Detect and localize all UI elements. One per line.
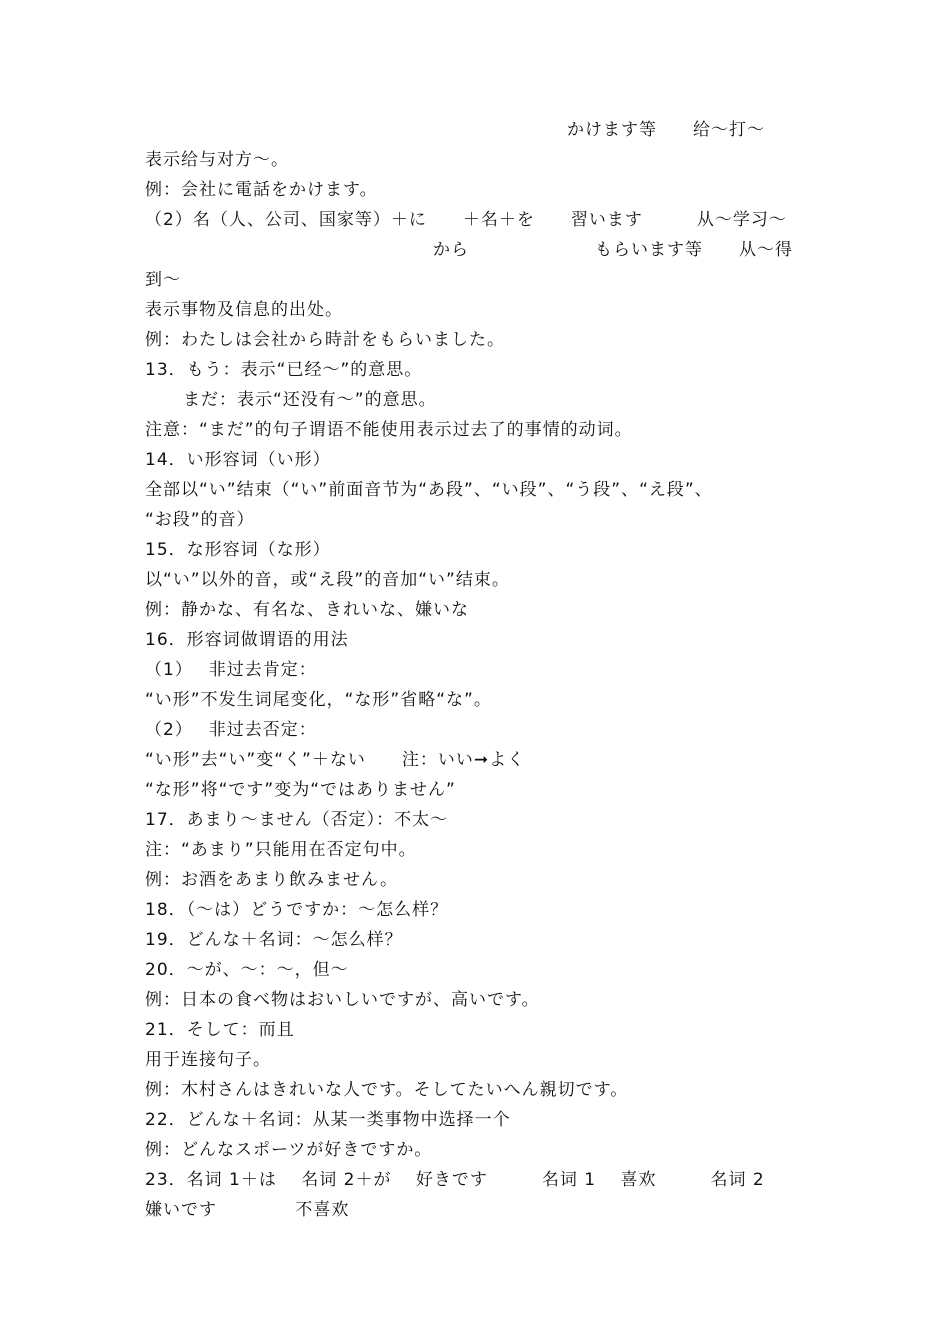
section-heading: 13．もう：表示“已经～”的意思。: [145, 360, 423, 380]
text-line: 用于连接句子。: [145, 1050, 271, 1070]
text-line: （2） 非过去否定：: [145, 720, 317, 740]
text-line: 例：お酒をあまり飲みません。: [145, 870, 399, 890]
text-line: 嫌いです 不喜欢: [145, 1200, 350, 1220]
text-line: 例：日本の食べ物はおいしいですが、高いです。: [145, 990, 540, 1010]
text-line: 全部以“い”结束（“い”前面音节为“あ段”、“い段”、“う段”、“え段”、: [145, 480, 713, 500]
section-heading: 23．名词 1＋は 名词 2＋が 好きです 名词 1 喜欢 名词 2: [145, 1170, 765, 1190]
text-line: “い形”去“い”变“く”＋ない 注：いい➞よく: [145, 750, 526, 770]
section-heading: 15．な形容词（な形）: [145, 540, 331, 560]
section-heading: 21．そして：而且: [145, 1020, 295, 1040]
text-line: から もらいます等 从～得: [433, 240, 793, 260]
section-heading: 14．い形容词（い形）: [145, 450, 331, 470]
text-line: 表示给与对方～。: [145, 150, 289, 170]
section-heading: 20．～が、～：～，但～: [145, 960, 349, 980]
section-heading: 18．（～は）どうですか：～怎么样？: [145, 900, 449, 920]
text-line: 例：わたしは会社から時計をもらいました。: [145, 330, 505, 350]
text-line: 以“い”以外的音，或“え段”的音加“い”结束。: [145, 570, 510, 590]
text-line: “お段”的音）: [145, 510, 255, 530]
section-heading: 17．あまり～ません（否定）：不太～: [145, 810, 449, 830]
text-line: 例：木村さんはきれいな人です。そしてたいへん親切です。: [145, 1080, 629, 1100]
text-line: （1） 非过去肯定：: [145, 660, 317, 680]
text-line: “な形”将“です”变为“ではありません”: [145, 780, 456, 800]
text-line: “い形”不发生词尾变化，“な形”省略“な”。: [145, 690, 492, 710]
section-heading: 16．形容词做谓语的用法: [145, 630, 349, 650]
text-line: 例：どんなスポーツが好きですか。: [145, 1140, 433, 1160]
text-line: 例：会社に電話をかけます。: [145, 180, 378, 200]
text-line: （2）名（人、公司、国家等）＋に ＋名＋を 習います 从～学习～: [145, 210, 787, 230]
text-line: まだ：表示“还没有～”的意思。: [183, 390, 437, 410]
text-line: 例：静かな、有名な、きれいな、嫌いな: [145, 600, 469, 620]
text-line: かけます等 给～打～: [567, 120, 765, 140]
text-line: 表示事物及信息的出处。: [145, 300, 343, 320]
text-line: 到～: [145, 270, 181, 290]
text-line: 注：“あまり”只能用在否定句中。: [145, 840, 417, 860]
section-heading: 22．どんな＋名词：从某一类事物中选择一个: [145, 1110, 511, 1130]
section-heading: 19．どんな＋名词：～怎么样？: [145, 930, 403, 950]
text-line: 注意：“まだ”的句子谓语不能使用表示过去了的事情的动词。: [145, 420, 633, 440]
